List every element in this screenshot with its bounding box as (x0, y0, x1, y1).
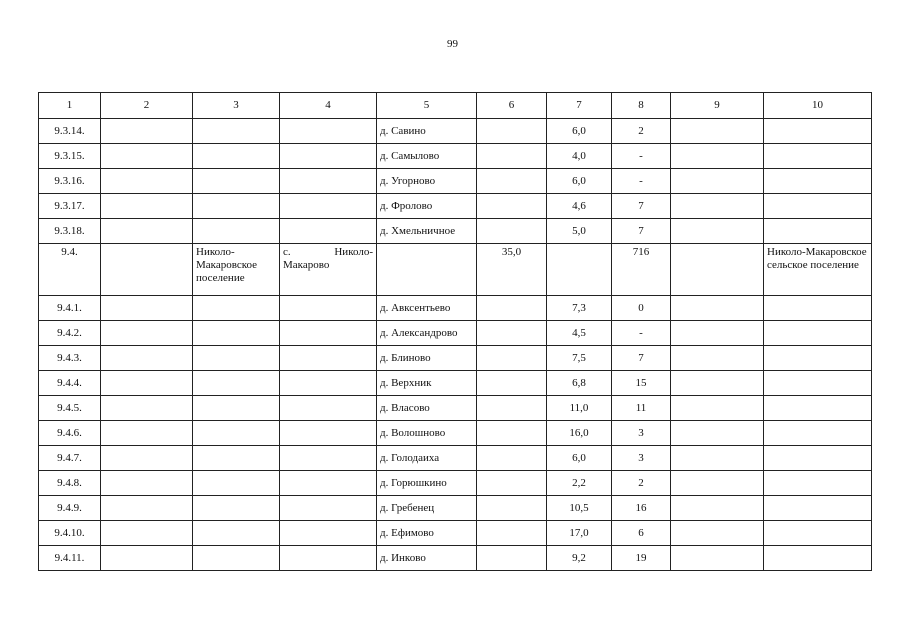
table-cell (101, 446, 193, 471)
table-cell (193, 521, 280, 546)
table-row (39, 346, 872, 371)
table-cell (764, 169, 872, 194)
table-cell (671, 144, 764, 169)
column-header: 9 (671, 93, 764, 119)
table-cell (671, 169, 764, 194)
table-cell: д. Верхник (377, 371, 477, 396)
table-cell: 9.3.16. (39, 169, 101, 194)
table-cell: 3 (612, 421, 671, 446)
table-cell (193, 546, 280, 571)
table-cell: 9.4.6. (39, 421, 101, 446)
table-cell (764, 521, 872, 546)
table-row (39, 421, 872, 446)
table-cell: д. Хмельничное (377, 219, 477, 244)
table-cell: 5,0 (547, 219, 612, 244)
table-cell (671, 546, 764, 571)
table-cell: Николо-Макаровское сельское поселение (764, 244, 872, 296)
table-cell (280, 471, 377, 496)
settlements-table (38, 92, 872, 571)
table-cell (101, 169, 193, 194)
table-cell: 16 (612, 496, 671, 521)
table-cell (477, 346, 547, 371)
table-cell: 9.4.10. (39, 521, 101, 546)
column-header: 6 (477, 93, 547, 119)
table-cell (280, 321, 377, 346)
table-cell (193, 446, 280, 471)
table-cell: 7,3 (547, 296, 612, 321)
table-cell (671, 446, 764, 471)
table-cell (477, 169, 547, 194)
table-cell (101, 471, 193, 496)
table-cell (280, 421, 377, 446)
table-cell (671, 296, 764, 321)
table-cell: 7,5 (547, 346, 612, 371)
table-cell (101, 421, 193, 446)
table-cell (764, 321, 872, 346)
column-header: 3 (193, 93, 280, 119)
table-cell: 17,0 (547, 521, 612, 546)
table-cell: д. Волошново (377, 421, 477, 446)
table-cell (193, 169, 280, 194)
table-cell (671, 119, 764, 144)
table-cell: 9.4.1. (39, 296, 101, 321)
table-cell (477, 421, 547, 446)
table-cell (477, 296, 547, 321)
table-cell (764, 396, 872, 421)
table-cell (101, 144, 193, 169)
table-cell: д. Ефимово (377, 521, 477, 546)
table-cell: 6,8 (547, 371, 612, 396)
table-cell (280, 194, 377, 219)
table-cell: д. Авксентьево (377, 296, 477, 321)
table-cell (280, 219, 377, 244)
table-cell (193, 119, 280, 144)
table-row (39, 169, 872, 194)
table-cell (101, 496, 193, 521)
table-cell (671, 471, 764, 496)
table-cell: 11 (612, 396, 671, 421)
table-row (39, 194, 872, 219)
column-header: 4 (280, 93, 377, 119)
table-cell: 9.3.14. (39, 119, 101, 144)
table-cell: д. Власово (377, 396, 477, 421)
table-cell: 9.4.5. (39, 396, 101, 421)
table-cell (101, 521, 193, 546)
table-cell: 6,0 (547, 119, 612, 144)
table-cell (101, 396, 193, 421)
table-cell (477, 471, 547, 496)
table-cell (671, 244, 764, 296)
table-cell (280, 396, 377, 421)
table-cell: - (612, 169, 671, 194)
table-row (39, 546, 872, 571)
table-row (39, 119, 872, 144)
table-cell: 9.4.7. (39, 446, 101, 471)
table-cell (101, 119, 193, 144)
table-cell: 9.4.11. (39, 546, 101, 571)
table-cell: 4,6 (547, 194, 612, 219)
table-cell (101, 244, 193, 296)
table-header-row (39, 93, 872, 119)
table-cell (671, 219, 764, 244)
column-header: 2 (101, 93, 193, 119)
table-cell: 9.4.4. (39, 371, 101, 396)
column-header: 1 (39, 93, 101, 119)
table-cell (764, 546, 872, 571)
table-row (39, 321, 872, 346)
table-cell (193, 471, 280, 496)
table-cell (671, 496, 764, 521)
table-cell: 35,0 (477, 244, 547, 296)
table-cell: 7 (612, 219, 671, 244)
table-cell: д. Фролово (377, 194, 477, 219)
table-cell: 716 (612, 244, 671, 296)
table-cell: 9.4.2. (39, 321, 101, 346)
table-cell: 4,0 (547, 144, 612, 169)
table-cell: д. Горюшкино (377, 471, 477, 496)
table-cell: 2 (612, 119, 671, 144)
page-number: 99 (447, 38, 458, 50)
table-cell (764, 119, 872, 144)
table-cell (101, 346, 193, 371)
table-cell: д. Голодаиха (377, 446, 477, 471)
table-cell: - (612, 144, 671, 169)
table-row (39, 521, 872, 546)
table-cell (477, 119, 547, 144)
table-cell (193, 371, 280, 396)
table-cell (477, 371, 547, 396)
table-cell (764, 346, 872, 371)
table-cell: с. Николо-Макарово (280, 244, 377, 296)
table-cell: д. Самылово (377, 144, 477, 169)
table-cell (193, 346, 280, 371)
table-cell: д. Блиново (377, 346, 477, 371)
table-cell: 9.3.18. (39, 219, 101, 244)
table-cell: 9.4.9. (39, 496, 101, 521)
table-cell (764, 371, 872, 396)
table-cell (671, 521, 764, 546)
table-cell (101, 371, 193, 396)
table-cell (671, 396, 764, 421)
table-cell: 2 (612, 471, 671, 496)
table-cell (193, 421, 280, 446)
table-cell (764, 446, 872, 471)
table-cell: д. Угорново (377, 169, 477, 194)
table-cell (193, 219, 280, 244)
table-cell (671, 421, 764, 446)
table-cell: 9.4.3. (39, 346, 101, 371)
table-cell: 9.4.8. (39, 471, 101, 496)
table-cell (101, 321, 193, 346)
table-cell (280, 371, 377, 396)
table-cell (764, 194, 872, 219)
column-header: 10 (764, 93, 872, 119)
table-cell (280, 169, 377, 194)
table-cell (193, 496, 280, 521)
table-row (39, 471, 872, 496)
table-cell (671, 346, 764, 371)
table-cell (280, 521, 377, 546)
table-row (39, 446, 872, 471)
table-cell: 3 (612, 446, 671, 471)
table-cell: 0 (612, 296, 671, 321)
table-cell (764, 496, 872, 521)
table-cell (193, 396, 280, 421)
table-cell: 9.3.15. (39, 144, 101, 169)
column-header: 7 (547, 93, 612, 119)
table-cell (280, 119, 377, 144)
table-cell (477, 546, 547, 571)
column-header: 8 (612, 93, 671, 119)
table-row (39, 144, 872, 169)
table-cell (377, 244, 477, 296)
table-cell (764, 421, 872, 446)
table-cell: д. Савино (377, 119, 477, 144)
table-cell: 10,5 (547, 496, 612, 521)
table-cell (477, 496, 547, 521)
table-cell (280, 446, 377, 471)
table-cell (477, 194, 547, 219)
table-cell: 7 (612, 194, 671, 219)
table-cell: 9,2 (547, 546, 612, 571)
column-header: 5 (377, 93, 477, 119)
table-cell (671, 321, 764, 346)
table-cell (101, 296, 193, 321)
table-cell: - (612, 321, 671, 346)
table-cell (477, 144, 547, 169)
table-row (39, 496, 872, 521)
table-cell (101, 546, 193, 571)
table-cell (280, 144, 377, 169)
table-cell (193, 296, 280, 321)
table-cell: 11,0 (547, 396, 612, 421)
table-cell (764, 471, 872, 496)
table-cell (101, 219, 193, 244)
table-cell (280, 296, 377, 321)
table-row (39, 396, 872, 421)
table-cell (671, 371, 764, 396)
table-cell (280, 496, 377, 521)
table-cell (764, 296, 872, 321)
table-cell: д. Александрово (377, 321, 477, 346)
table-cell: Николо-Макаровское поселение (193, 244, 280, 296)
table-cell: 7 (612, 346, 671, 371)
table-cell (193, 144, 280, 169)
table-cell (764, 219, 872, 244)
table-cell: 19 (612, 546, 671, 571)
table-cell: 6,0 (547, 446, 612, 471)
table-cell: 9.4. (39, 244, 101, 296)
table-cell (764, 144, 872, 169)
table-cell (547, 244, 612, 296)
table-row (39, 219, 872, 244)
table-cell (477, 321, 547, 346)
table-cell: 16,0 (547, 421, 612, 446)
table-row (39, 296, 872, 321)
table-cell: 2,2 (547, 471, 612, 496)
table-cell (280, 346, 377, 371)
table-cell (477, 219, 547, 244)
table-cell (101, 194, 193, 219)
table-cell: 4,5 (547, 321, 612, 346)
table-cell (477, 521, 547, 546)
table-cell (193, 194, 280, 219)
table-cell (280, 546, 377, 571)
table-cell: 6,0 (547, 169, 612, 194)
table-cell (193, 321, 280, 346)
table-cell: 6 (612, 521, 671, 546)
table-cell (477, 446, 547, 471)
table-cell (671, 194, 764, 219)
table-cell: д. Инково (377, 546, 477, 571)
table-cell: 15 (612, 371, 671, 396)
table-row (39, 371, 872, 396)
table-cell: д. Гребенец (377, 496, 477, 521)
table-row (39, 244, 872, 296)
table-cell: 9.3.17. (39, 194, 101, 219)
table-body (39, 119, 872, 571)
table-cell (477, 396, 547, 421)
